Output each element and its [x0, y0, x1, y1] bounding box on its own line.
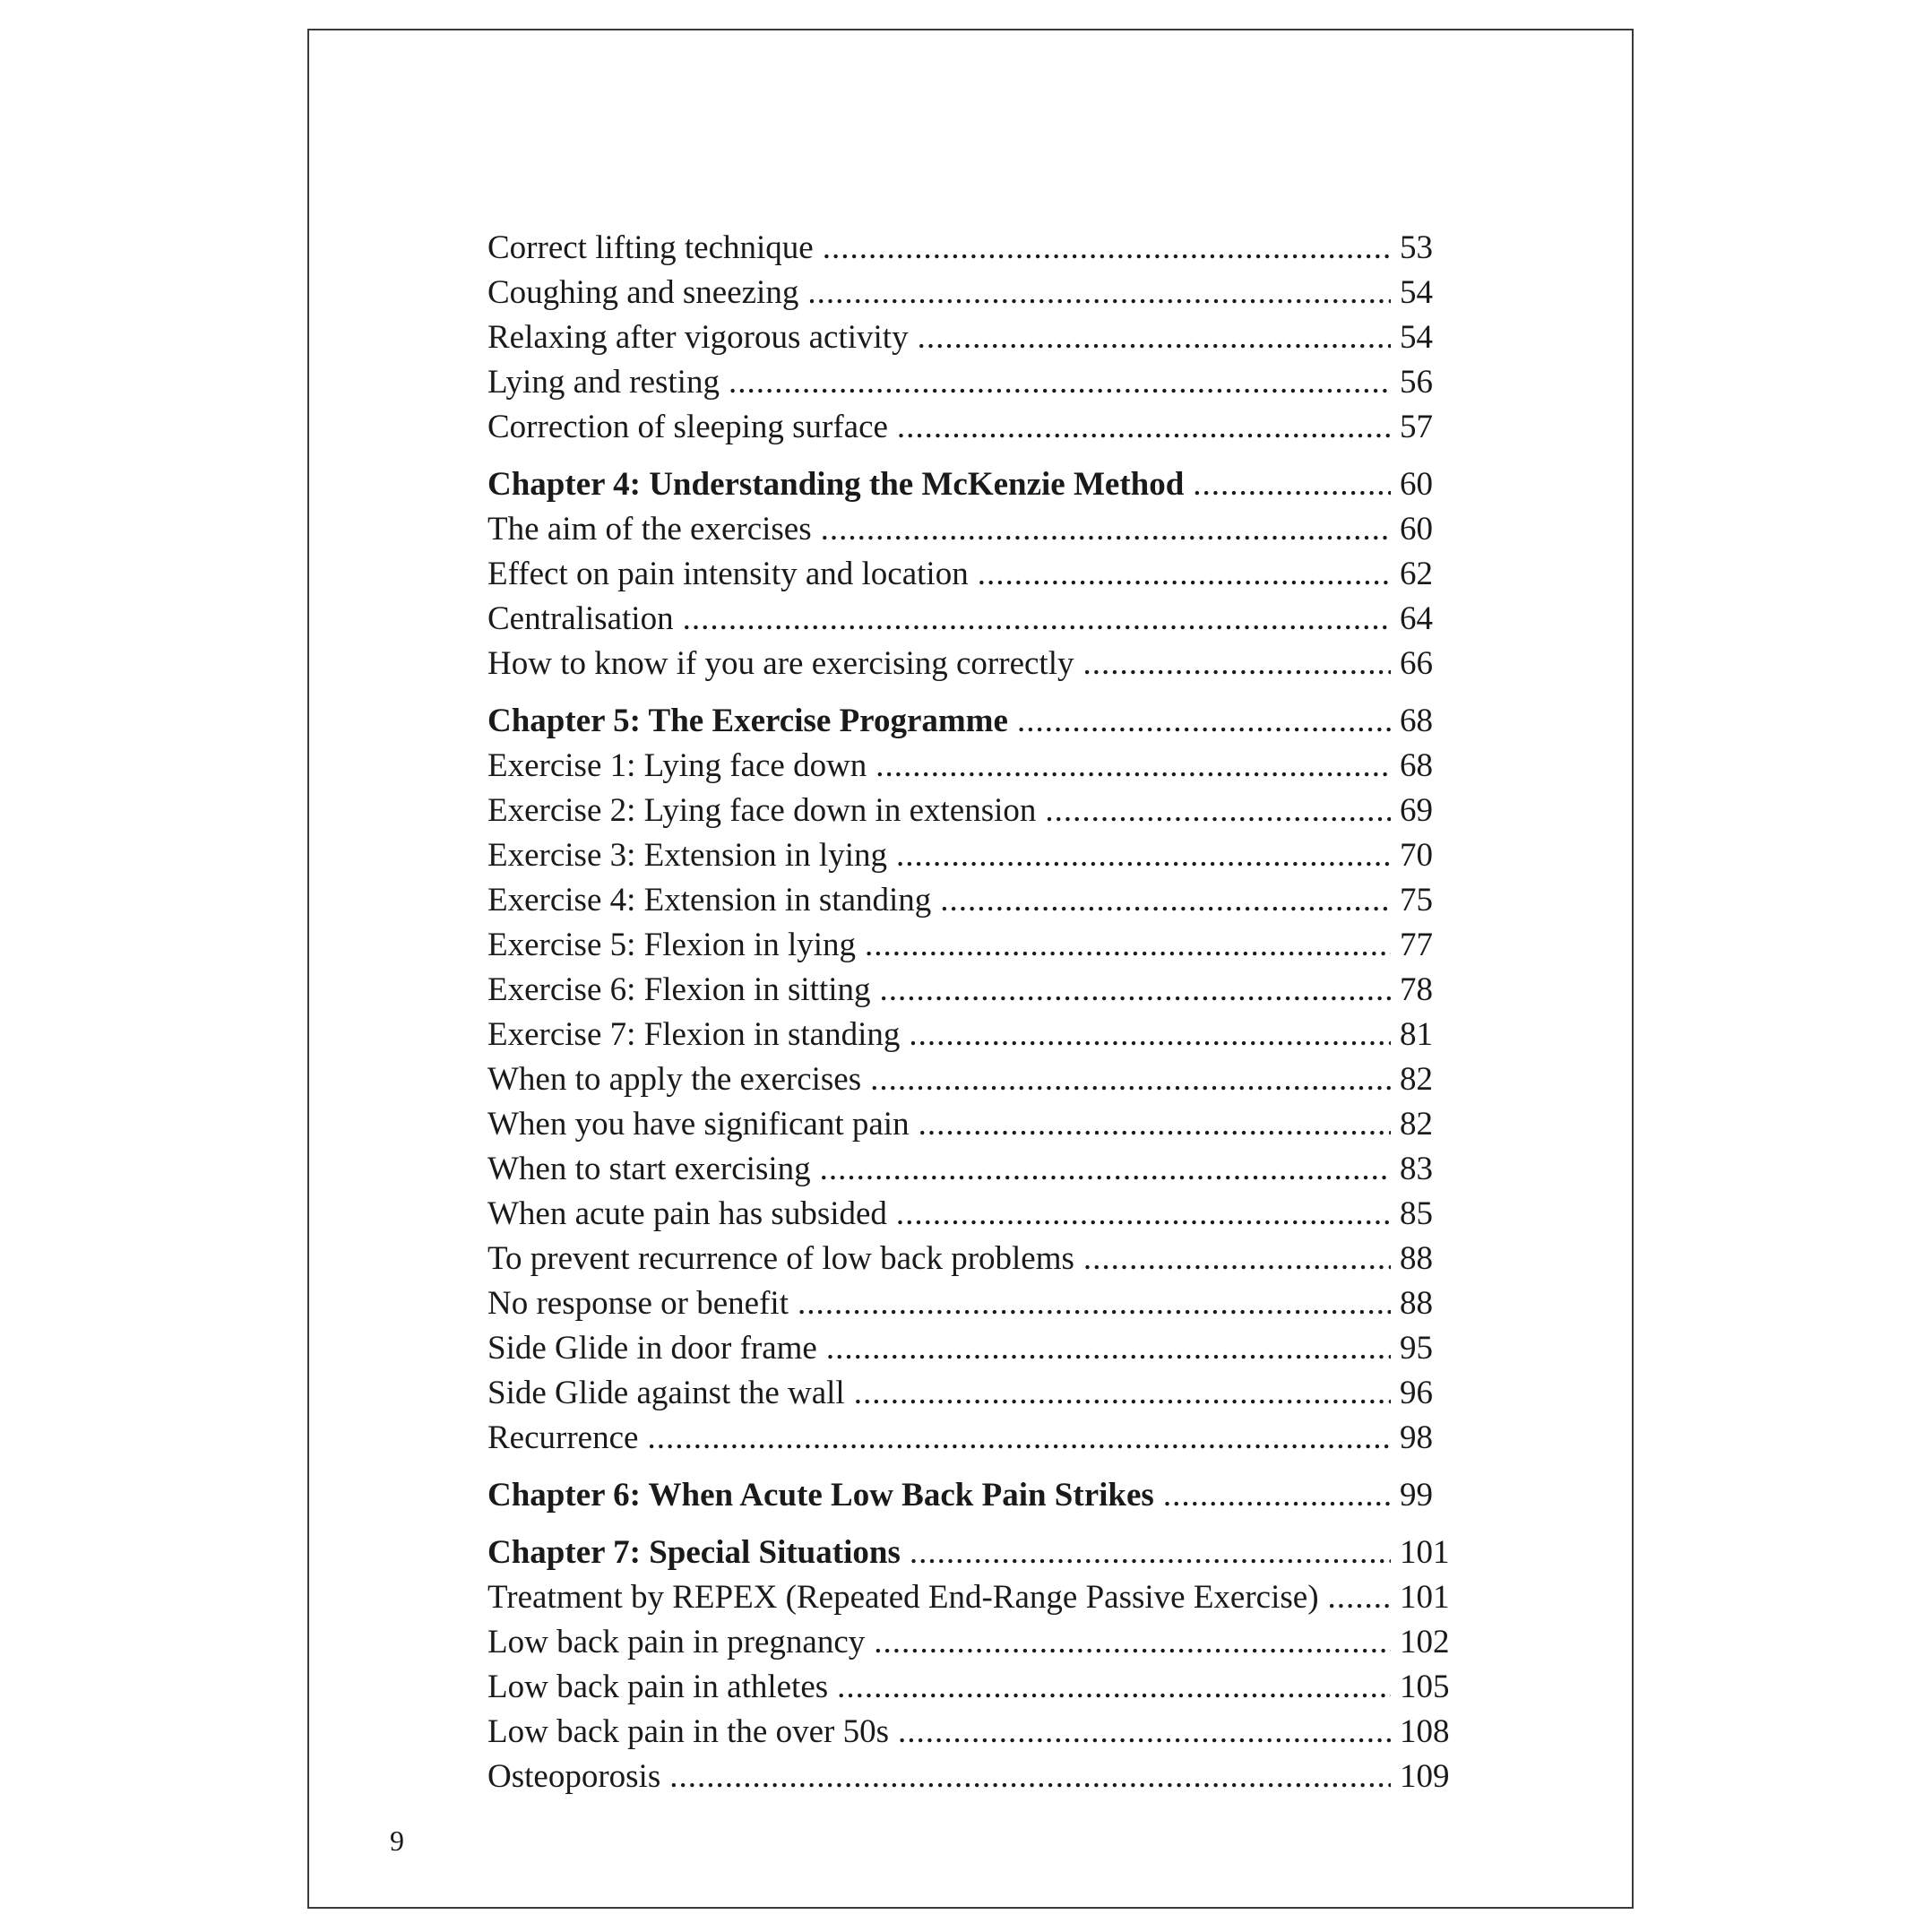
toc-entry-page: 68: [1400, 703, 1433, 739]
toc-entry-title: The aim of the exercises: [487, 511, 812, 548]
toc-entry-title: Exercise 5: Flexion in lying: [487, 927, 857, 963]
toc-entry-title: When you have significant pain: [487, 1106, 910, 1143]
toc-entry: [487, 1326, 1450, 1371]
dot-leader: [1017, 699, 1391, 744]
dot-leader: [729, 360, 1391, 405]
toc-entry-page: 53: [1400, 229, 1433, 266]
toc-group: [487, 226, 1450, 450]
page-number: 9: [390, 1824, 404, 1857]
dot-leader: [875, 744, 1391, 789]
table-of-contents: [487, 226, 1450, 1799]
toc-entry-page: 85: [1400, 1195, 1433, 1232]
toc-entry-page: 88: [1400, 1240, 1433, 1277]
toc-entry-page: 60: [1400, 511, 1433, 548]
toc-entry: [487, 1281, 1450, 1326]
dot-leader: [821, 507, 1391, 552]
toc-entry: [487, 1013, 1450, 1057]
toc-entry: [487, 1620, 1450, 1665]
dot-leader: [880, 968, 1391, 1013]
toc-entry-title: Side Glide against the wall: [487, 1375, 845, 1411]
toc-entry: [487, 226, 1450, 271]
toc-entry-page: 95: [1400, 1330, 1433, 1367]
toc-entry: [487, 1575, 1450, 1620]
toc-entry: [487, 923, 1450, 968]
toc-entry-title: Correct lifting technique: [487, 229, 814, 266]
toc-group: [487, 1531, 1450, 1799]
dot-leader: [898, 1710, 1391, 1755]
toc-entry-title: Chapter 6: When Acute Low Back Pain Strikes: [487, 1477, 1154, 1514]
dot-leader: [854, 1371, 1391, 1416]
book-page: [307, 29, 1634, 1909]
toc-entry-title: How to know if you are exercising correctly: [487, 645, 1074, 682]
toc-entry-page: 88: [1400, 1285, 1433, 1322]
dot-leader: [910, 1531, 1391, 1575]
toc-entry-title: Chapter 4: Understanding the McKenzie Method: [487, 466, 1185, 503]
toc-entry-page: 68: [1400, 747, 1433, 784]
toc-chapter-heading: [487, 699, 1450, 744]
toc-entry: [487, 968, 1450, 1013]
toc-entry: [487, 405, 1450, 450]
toc-entry-page: 78: [1400, 971, 1433, 1008]
toc-entry: [487, 878, 1450, 923]
toc-entry-title: Low back pain in athletes: [487, 1669, 829, 1705]
dot-leader: [807, 271, 1391, 315]
toc-entry: [487, 1416, 1450, 1461]
toc-entry-title: No response or benefit: [487, 1285, 789, 1322]
dot-leader: [1082, 642, 1391, 686]
toc-entry-page: 56: [1400, 364, 1433, 401]
dot-leader: [1045, 789, 1391, 833]
toc-entry-page: 62: [1400, 556, 1433, 592]
dot-leader: [918, 315, 1391, 360]
toc-entry: [487, 1237, 1450, 1281]
dot-leader: [919, 1102, 1391, 1147]
toc-entry-title: Treatment by REPEX (Repeated End-Range Passive Exercise): [487, 1579, 1319, 1616]
toc-entry-page: 101: [1400, 1534, 1450, 1571]
toc-entry-title: Effect on pain intensity and location: [487, 556, 969, 592]
toc-entry-page: 60: [1400, 466, 1433, 503]
toc-entry: [487, 597, 1450, 642]
dot-leader: [896, 1192, 1391, 1237]
toc-entry-title: When to apply the exercises: [487, 1061, 862, 1098]
toc-entry-title: Lying and resting: [487, 364, 720, 401]
toc-chapter-heading: [487, 462, 1450, 507]
toc-entry-page: 96: [1400, 1375, 1433, 1411]
toc-entry-page: 101: [1400, 1579, 1450, 1616]
toc-entry: [487, 1102, 1450, 1147]
toc-entry-title: When acute pain has subsided: [487, 1195, 887, 1232]
dot-leader: [837, 1665, 1391, 1710]
toc-entry-page: 105: [1400, 1669, 1450, 1705]
toc-group: [487, 699, 1450, 1461]
toc-entry-page: 81: [1400, 1016, 1433, 1053]
toc-entry-title: Low back pain in the over 50s: [487, 1713, 889, 1750]
toc-entry-page: 82: [1400, 1061, 1433, 1098]
toc-entry: [487, 1192, 1450, 1237]
toc-entry-page: 64: [1400, 600, 1433, 637]
dot-leader: [978, 552, 1391, 597]
dot-leader: [870, 1057, 1391, 1102]
toc-entry-title: Side Glide in door frame: [487, 1330, 817, 1367]
toc-entry: [487, 1710, 1450, 1755]
dot-leader: [896, 833, 1391, 878]
dot-leader: [1163, 1473, 1391, 1518]
toc-entry: [487, 1755, 1450, 1799]
dot-leader: [909, 1013, 1391, 1057]
dot-leader: [940, 878, 1391, 923]
toc-entry-title: Coughing and sneezing: [487, 274, 799, 311]
dot-leader: [823, 226, 1391, 271]
dot-leader: [897, 405, 1391, 450]
dot-leader: [647, 1416, 1391, 1461]
toc-entry: [487, 744, 1450, 789]
dot-leader: [1083, 1237, 1391, 1281]
dot-leader: [874, 1620, 1391, 1665]
toc-entry-title: Exercise 7: Flexion in standing: [487, 1016, 901, 1053]
toc-entry-page: 98: [1400, 1419, 1433, 1456]
toc-entry-page: 75: [1400, 882, 1433, 919]
toc-entry-title: To prevent recurrence of low back problems: [487, 1240, 1074, 1277]
toc-entry-title: When to start exercising: [487, 1151, 811, 1187]
toc-chapter-heading: [487, 1531, 1450, 1575]
toc-entry: [487, 271, 1450, 315]
toc-entry-title: Relaxing after vigorous activity: [487, 319, 909, 356]
toc-entry-title: Osteoporosis: [487, 1758, 661, 1795]
dot-leader: [826, 1326, 1391, 1371]
toc-entry-page: 109: [1400, 1758, 1450, 1795]
dot-leader: [798, 1281, 1391, 1326]
toc-entry-title: Exercise 3: Extension in lying: [487, 837, 887, 874]
toc-entry-page: 54: [1400, 319, 1433, 356]
toc-entry: [487, 1371, 1450, 1416]
toc-entry-page: 66: [1400, 645, 1433, 682]
toc-entry-title: Exercise 4: Extension in standing: [487, 882, 932, 919]
toc-entry: [487, 789, 1450, 833]
toc-entry-page: 108: [1400, 1713, 1450, 1750]
toc-entry-page: 69: [1400, 792, 1433, 829]
dot-leader: [683, 597, 1391, 642]
toc-entry-page: 102: [1400, 1624, 1450, 1660]
dot-leader: [1328, 1575, 1391, 1620]
toc-entry: [487, 315, 1450, 360]
toc-entry-title: Exercise 6: Flexion in sitting: [487, 971, 871, 1008]
toc-entry: [487, 507, 1450, 552]
toc-entry-page: 99: [1400, 1477, 1433, 1514]
dot-leader: [865, 923, 1391, 968]
toc-entry: [487, 642, 1450, 686]
toc-group: [487, 462, 1450, 686]
toc-entry: [487, 552, 1450, 597]
toc-entry-title: Exercise 1: Lying face down: [487, 747, 867, 784]
dot-leader: [669, 1755, 1391, 1799]
toc-entry-page: 54: [1400, 274, 1433, 311]
toc-entry-title: Recurrence: [487, 1419, 639, 1456]
toc-entry: [487, 1057, 1450, 1102]
toc-group: [487, 1473, 1450, 1518]
toc-entry-title: Exercise 2: Lying face down in extension: [487, 792, 1037, 829]
toc-entry-page: 83: [1400, 1151, 1433, 1187]
toc-entry-page: 82: [1400, 1106, 1433, 1143]
toc-entry-title: Chapter 5: The Exercise Programme: [487, 703, 1008, 739]
toc-entry: [487, 1665, 1450, 1710]
dot-leader: [1193, 462, 1391, 507]
toc-entry-title: Chapter 7: Special Situations: [487, 1534, 901, 1571]
toc-entry: [487, 360, 1450, 405]
toc-entry-title: Centralisation: [487, 600, 674, 637]
toc-chapter-heading: [487, 1473, 1450, 1518]
toc-entry: [487, 1147, 1450, 1192]
toc-entry-page: 70: [1400, 837, 1433, 874]
toc-entry-title: Correction of sleeping surface: [487, 409, 888, 445]
toc-entry-page: 57: [1400, 409, 1433, 445]
toc-entry: [487, 833, 1450, 878]
dot-leader: [820, 1147, 1391, 1192]
toc-entry-page: 77: [1400, 927, 1433, 963]
toc-entry-title: Low back pain in pregnancy: [487, 1624, 866, 1660]
